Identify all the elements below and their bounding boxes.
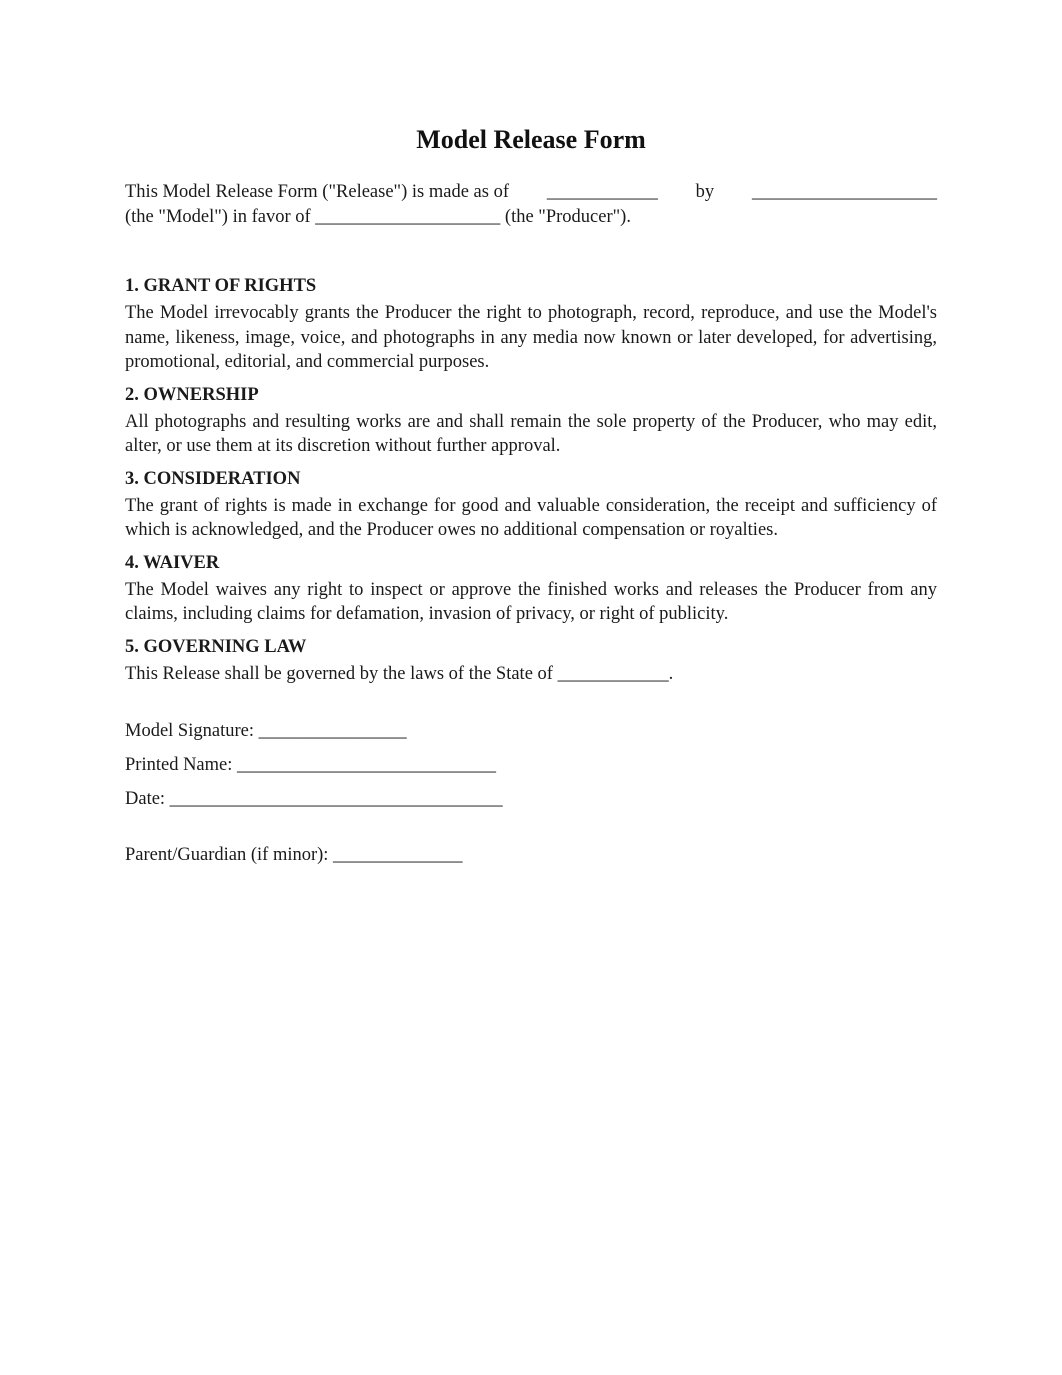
model-name-blank: ____________________ xyxy=(751,182,937,202)
section-heading: 3. CONSIDERATION xyxy=(125,468,301,489)
signature-block xyxy=(125,719,937,811)
model-signature-line: Model Signature: ________________ xyxy=(125,721,407,741)
section-body: The grant of rights is made in exchange for good and valuable consideration, the receipt and sufficiency of which is acknowledged, and the Producer owes no additional compensation or royalties. xyxy=(125,495,937,540)
guardian-signature-line: Parent/Guardian (if minor): ______________ xyxy=(125,845,463,865)
section-consideration xyxy=(125,467,937,543)
date-line: Date: ____________________________________ xyxy=(125,789,503,809)
section-body: The Model irrevocably grants the Producer the right to photograph, record, reproduce, and use the Model's name, likeness, image, voice, and photographs in any media now known or later developed, for advertising, promotional, editorial, and commercial purposes. xyxy=(125,303,937,372)
intro-line-2: (the "Model") in favor of ____________________ (the "Producer"). xyxy=(125,207,631,227)
section-body: This Release shall be governed by the laws of the State of ____________. xyxy=(125,663,674,684)
document-title: Model Release Form xyxy=(416,125,646,154)
document-page xyxy=(125,122,937,866)
section-body: The Model waives any right to inspect or approve the finished works and releases the Producer from any claims, including claims for defamation, invasion of privacy, or right of publicity. xyxy=(125,579,937,624)
section-body: All photographs and resulting works are and shall remain the sole property of the Producer, who may edit, alter, or use them at its discretion without further approval. xyxy=(125,411,937,456)
intro-line-1 xyxy=(125,180,937,205)
section-grant-of-rights xyxy=(125,274,937,375)
section-governing-law xyxy=(125,635,937,687)
section-heading: 1. GRANT OF RIGHTS xyxy=(125,276,317,296)
date-blank: ____________ xyxy=(546,182,658,202)
intro-paragraph xyxy=(125,180,937,230)
intro-text-a: This Model Release Form ("Release") is made as of xyxy=(125,182,509,202)
intro-text-by: by xyxy=(695,182,715,202)
section-heading: 2. OWNERSHIP xyxy=(125,384,259,405)
section-heading: 4. WAIVER xyxy=(125,552,220,573)
section-waiver xyxy=(125,551,937,627)
section-heading: 5. GOVERNING LAW xyxy=(125,636,307,657)
section-ownership xyxy=(125,383,937,459)
printed-name-line: Printed Name: ____________________________ xyxy=(125,755,497,775)
